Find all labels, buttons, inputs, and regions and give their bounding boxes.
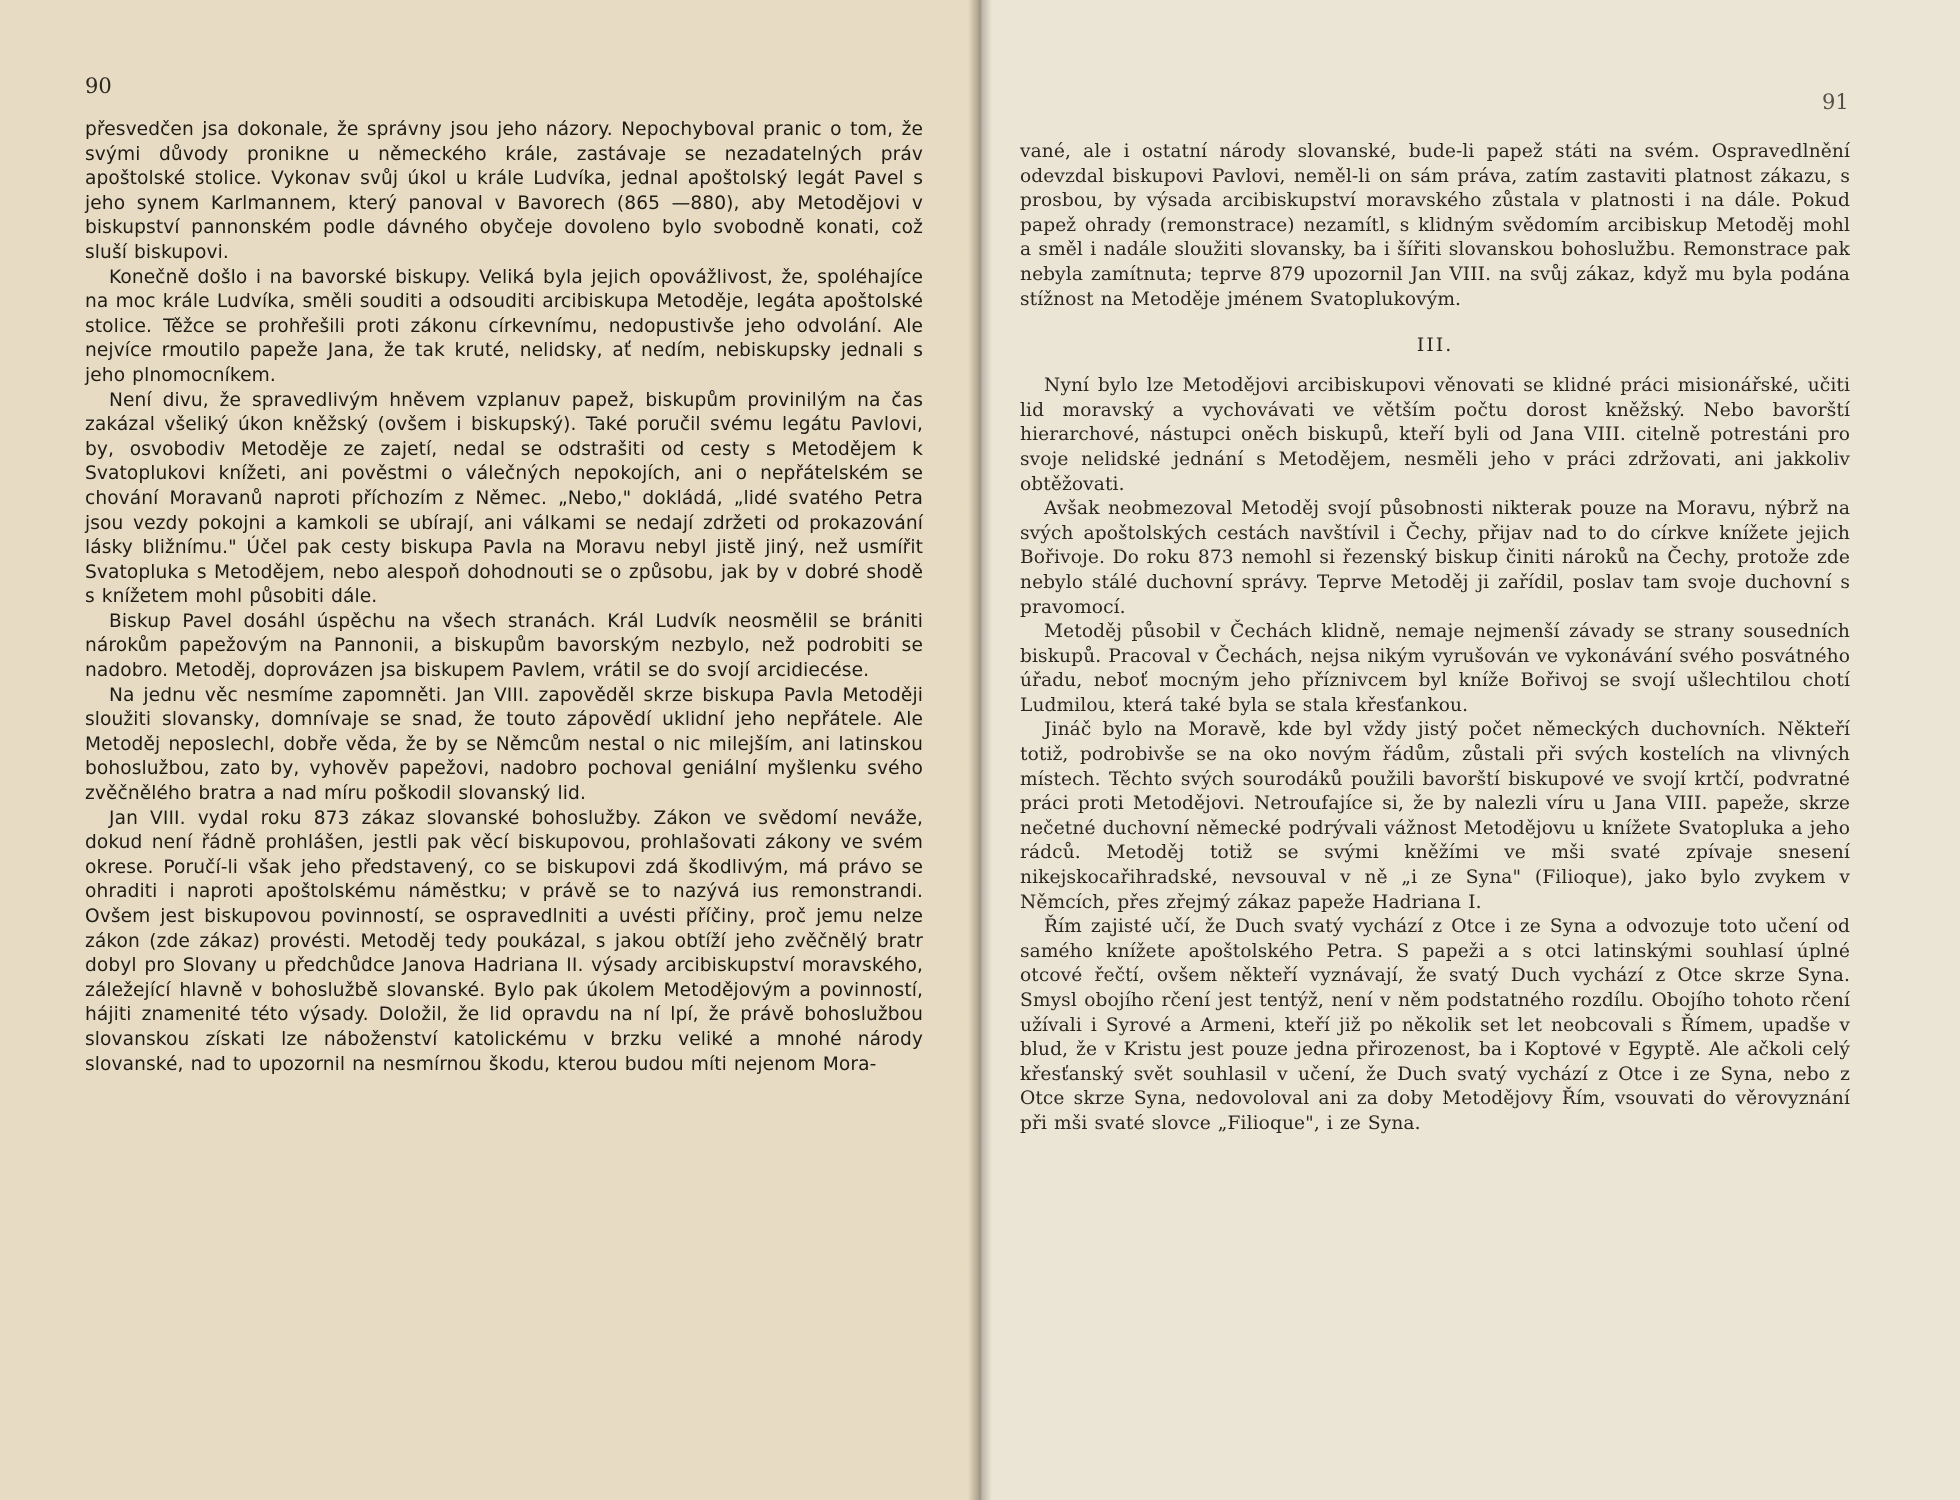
paragraph: Biskup Pavel dosáhl úspěchu na všech stranách. Král Ludvík neosmělil se brániti nárokům papežovým na Pannonii, a biskupům bavorským nezbylo, než podrobiti se nadobro. Metoděj, doprovázen jsa biskupem Pavlem, vrátil se do svojí arcidiecése.: [85, 610, 923, 682]
section-heading: III.: [1416, 334, 1454, 357]
paragraph: Jan VIII. vydal roku 873 zákaz slovanské bohoslužby. Zákon ve svědomí neváže, dokud není řádně prohlášen, jestli pak věcí biskupovou, prohlašovati zákony ve svém okrese. Poručí-li však jeho představený, co se biskupovi zdá škodlivým, má právo se ohraditi i naproti apoštolskému náměstku; v právě se to nazývá ius remonstrandi. Ovšem jest biskupovou povinností, se ospravedlniti a uvésti příčiny, proč jemu nelze zákon (zde zákaz) provésti. Metoděj tedy poukázal, s jakou obtíží jeho zvěčnělý bratr dobyl pro Slovany u předchůdce Janova Hadriana II. výsady arcibiskupství moravského, záležející hlavně v bohoslužbě slovanské. Bylo pak úkolem Metodějovým a povinností, hájiti znamenité této výsady. Doložil, že lid opravdu na ní lpí, že právě bohoslužbou slovanskou získati lze náboženství katolickému v brzku veliké a mnohé národy slovanské, nad to upozornil na nesmírnou škodu, kterou budou míti nejenom Mora-: [85, 807, 923, 1075]
paragraph: přesvedčen jsa dokonale, že správny jsou jeho názory. Nepochyboval pranic o tom, že svými důvody pronikne u německého krále, zastávaje se nezadatelných práv apoštolské stolice. Vykonav svůj úkol u krále Ludvíka, jednal apoštolský legát Pavel s jeho synem Karlmannem, který panoval v Bavorech (865 —880), aby Metodějovi v biskupství pannonském podle dávného obyčeje dovoleno bylo svobodně konati, což sluší biskupovi.: [85, 119, 923, 263]
page-number-left: 90: [85, 74, 112, 98]
paragraph: Nyní bylo lze Metodějovi arcibiskupovi věnovati se klidné práci misionářské, učiti lid moravský a vychovávati ve větším počtu dorost kněžský. Nebo bavorští hierarchové, nástupci oněch biskupů, kteří byli od Jana VIII. citelně potrestáni pro svoje nelidské jednání s Metodějem, nesměli jeho v práci zdržovati, ani jakkoliv obtěžovati.: [1020, 375, 1850, 495]
paragraph: Metoděj působil v Čechách klidně, nemaje nejmenší závady se strany sousedních biskupů. Pracoval v Čechách, nejsa nikým vyrušován ve vykonávání svého posvátného úřadu, neboť mocným jeho příznivcem byl kníže Bořivoj se svojí ušlechtilou chotí Ludmilou, která také byla se stala křesťankou.: [1020, 621, 1850, 716]
right-page-text: [1020, 140, 1850, 1137]
paragraph: Avšak neobmezoval Metoděj svojí působnosti nikterak pouze na Moravu, nýbrž na svých apoštolských cestách navštívil i Čechy, přijav nad to do církve knížete jejich Bořivoje. Do roku 873 nemohl si řezenský biskup činiti nároků na Čechy, protože zde nebylo stálé duchovní správy. Teprve Metoděj ji zařídil, poslav tam svoje duchovní s pravomocí.: [1020, 498, 1850, 618]
book-gutter: [968, 0, 992, 1500]
paragraph: Není divu, že spravedlivým hněvem vzplanuv papež, biskupům provinilým na čas zakázal všeliký úkon kněžský (ovšem i biskupský). Také poručil svému legátu Pavlovi, by, osvobodiv Metoděje ze zajetí, nedal se odstrašiti od cesty s Metodějem k Svatoplukovi knížeti, ani pověstmi o válečných nepokojích, ani o nepřátelském se chování Moravanů naproti příchozím z Němec. „Nebo," dokládá, „lidé svatého Petra jsou vezdy pokojni a kamkoli se ubírají, ani válkami se nedají zdržeti od prokazování lásky bližnímu." Účel pak cesty biskupa Pavla na Moravu nebyl jistě jiný, než usmířit Svatopluka s Metodějem, nebo alespoň dohodnouti se o způsobu, jak by v dobré shodě s knížetem mohl působiti dále.: [85, 389, 923, 608]
paragraph: Jináč bylo na Moravě, kde byl vždy jistý počet německých duchovních. Někteří totiž, podrobivše se na oko novým řádům, zůstali při svých kostelích na vlivných místech. Těchto svých sourodáků použili bavorští biskupové ve svojí krtčí, podvratné práci proti Metodějovi. Netroufajíce si, že by nalezli víru u Jana VIII. papeže, skrze nečetné duchovní německé podrývali vážnost Metodějovu u knížete Svatopluka a jeho rádců. Metoděj totiž se svými kněžími ve mši svaté zpívaje snesení nikejskocařihradské, nevsouval v ně „i ze Syna" (Filioque), jako bylo zvykem v Němcích, přes zřejmý zákaz papeže Hadriana I.: [1020, 719, 1850, 913]
page-number-right: 91: [1822, 90, 1849, 114]
paragraph: Na jednu věc nesmíme zapomněti. Jan VIII. zapověděl skrze biskupa Pavla Metodějі sloužiti slovansky, domnívaje se snad, že touto zápovědí uklidní jeho nepřátele. Ale Metoděj neposlechl, dobře věda, že by se Němcům nestal o nic milejším, ani latinskou bohoslužbou, zato by, vyhověv papežovi, nadobro pochoval geniální myšlenku svého zvěčnělého bratra a nad míru poškodil slovanský lid.: [85, 684, 923, 805]
right-page: [980, 0, 1960, 1500]
paragraph: vané, ale i ostatní národy slovanské, bude-li papež státi na svém. Ospravedlnění odevzdal biskupovi Pavlovi, neměl-li on sám práva, zatím zastaviti platnost zákazu, s prosbou, by výsada arcibiskupství moravského zůstala v platnosti i na dále. Pokud papež ohrady (remonstrace) nezamítl, s klidným svědomím arcibiskup Metoděj mohl a směl i nadále sloužiti slovansky, ba i šířiti slovanskou bohoslužbu. Remonstrace pak nebyla zamítnuta; teprve 879 upozornil Jan VIII. na svůj zákaz, když mu byla podána stížnost na Metoděje jménem Svatoplukovým.: [1020, 141, 1850, 310]
paragraph: Konečně došlo i na bavorské biskupy. Veliká byla jejich opovážlivost, že, spoléhajíce na moc krále Ludvíka, směli souditi a odsouditi arcibiskupa Metoděje, legáta apoštolské stolice. Těžce se prohřešili proti zákonu církevnímu, nedopustivše jeho odvolání. Ale nejvíce rmoutilo papeže Jana, že tak kruté, nelidsky, ať nedím, nebiskupsky jednali s jeho plnomocníkem.: [85, 266, 923, 386]
paragraph: Řím zajisté učí, že Duch svatý vychází z Otce i ze Syna a odvozuje toto učení od samého knížete apoštolského Petra. S papeži a s otci latinskými souhlasí úplné otcové řečtí, ovšem někteří vyznávají, že svatý Duch vychází z Otce skrze Syna. Smysl obojího rčení jest tentýž, není v něm podstatného rozdílu. Obojího tohoto rčení užívali i Syrové a Armeni, kteří již po několik set let neobcovali s Římem, upadše v blud, že v Kristu jest pouze jedna přirozenost, ba i Koptové v Egyptě. Ale ačkoli celý křesťanský svět souhlasil v učení, že Duch svatý vychází z Otce i ze Syna, nebo z Otce skrze Syna, nedovoloval ani za doby Metodějovy Řím, vsouvati do věrovyznání při mši svaté slovce „Filioque", i ze Syna.: [1020, 916, 1850, 1134]
left-page-text: [85, 118, 923, 1077]
